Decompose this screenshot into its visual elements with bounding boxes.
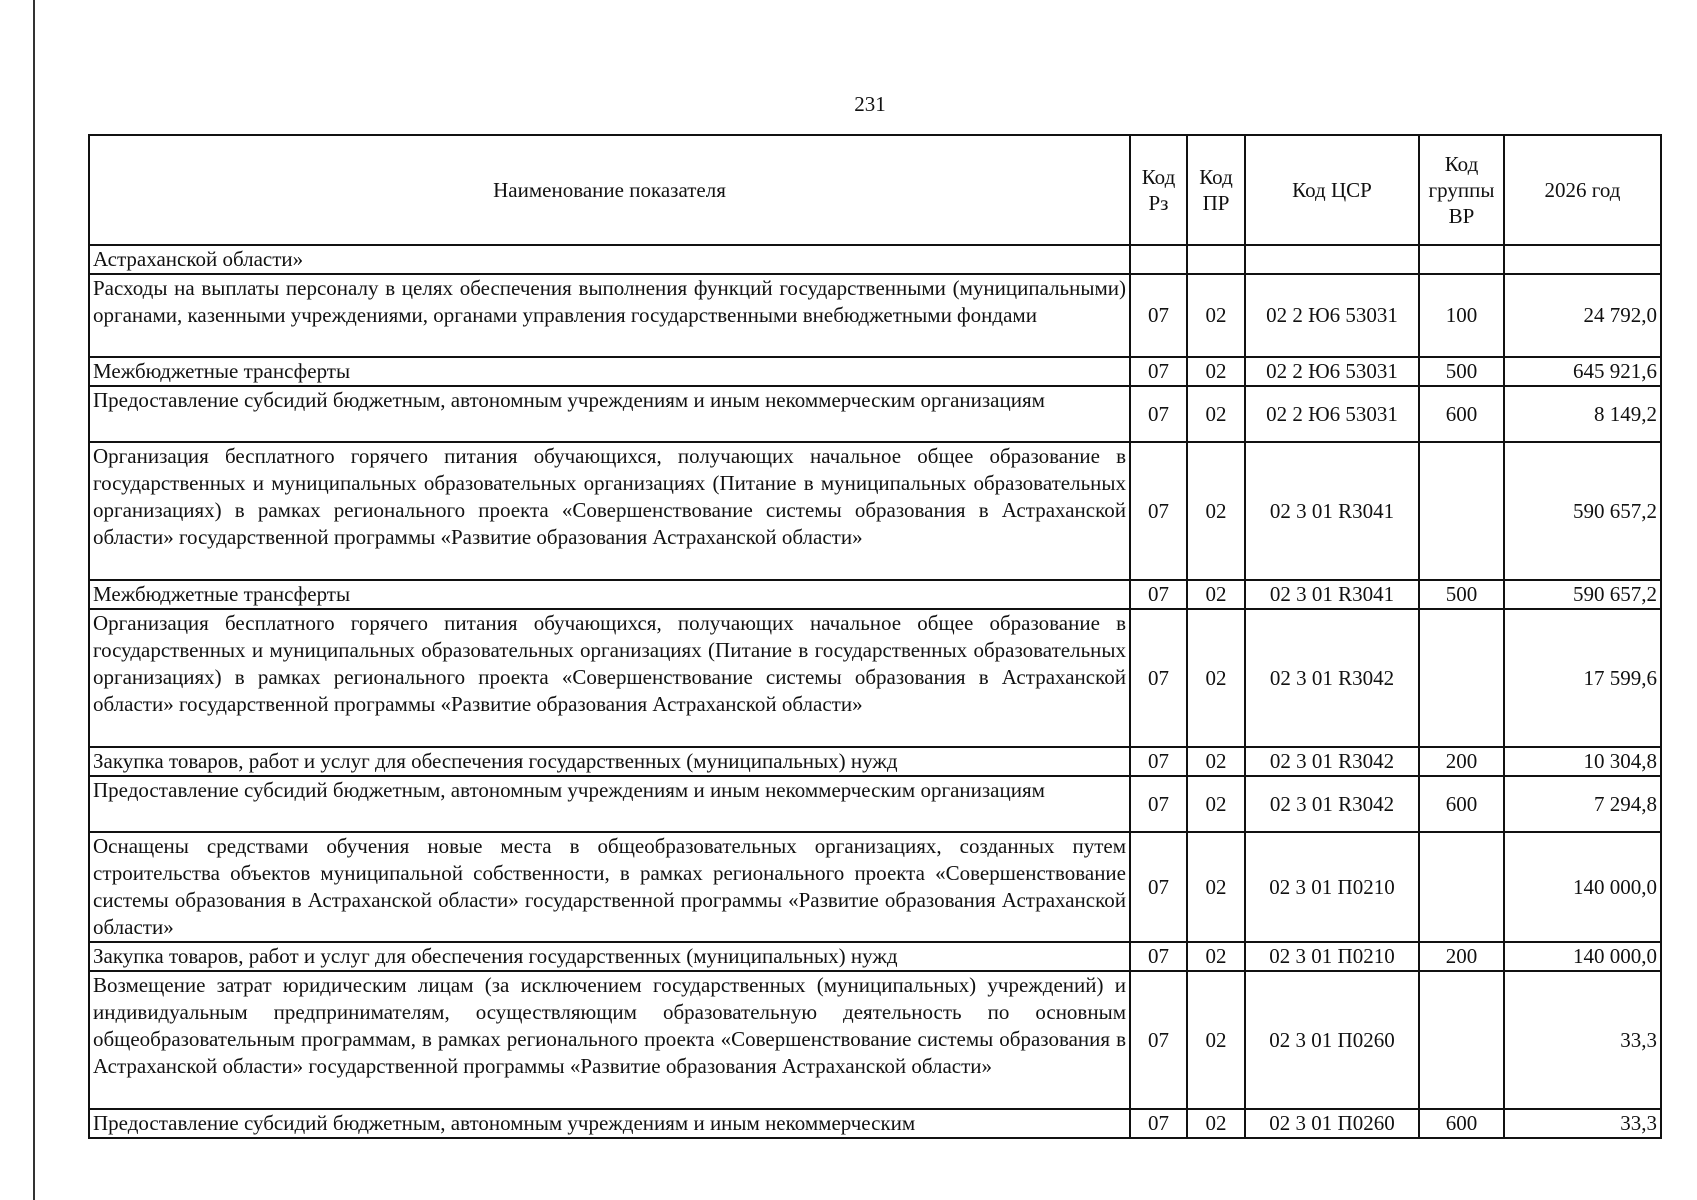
row-vr: 200 [1419,747,1504,776]
row-csr: 02 3 01 П0210 [1245,942,1419,971]
header-pr: Код ПР [1187,135,1245,245]
row-rz: 07 [1130,274,1187,357]
row-vr: 600 [1419,1109,1504,1138]
row-rz: 07 [1130,386,1187,442]
header-row [89,135,1661,245]
row-vr: 200 [1419,942,1504,971]
row-rz: 07 [1130,580,1187,609]
row-sum: 17 599,6 [1504,609,1661,747]
row-sum: 8 149,2 [1504,386,1661,442]
row-rz [1130,245,1187,274]
row-csr: 02 3 01 R3042 [1245,747,1419,776]
row-pr: 02 [1187,832,1245,942]
header-name: Наименование показателя [89,135,1130,245]
row-name: Организация бесплатного горячего питания обучающихся, получающих начальное общее образование в государственных и муниципальных образовательных организациях (Питание в государственных образовательных организациях) в рамках регионального проекта «Совершенствование системы образования в Астраханской области» государственной программы «Развитие образования Астраханской области» [89,609,1130,747]
row-name: Межбюджетные трансферты [89,357,1130,386]
table-row [89,274,1661,357]
row-sum: 33,3 [1504,971,1661,1109]
row-csr: 02 3 01 П0210 [1245,832,1419,942]
row-csr: 02 3 01 R3041 [1245,442,1419,580]
table-row [89,776,1661,832]
row-name: Оснащены средствами обучения новые места в общеобразовательных организациях, созданных путем строительства объектов муниципальной собственности, в рамках регионального проекта «Совершенствование системы образования в Астраханской области» государственной программы «Развитие образования Астраханской области» [89,832,1130,942]
row-sum: 590 657,2 [1504,580,1661,609]
budget-table [88,134,1662,1139]
table-body [89,245,1661,1138]
row-csr: 02 3 01 П0260 [1245,971,1419,1109]
row-csr: 02 2 Ю6 53031 [1245,386,1419,442]
row-vr: 600 [1419,386,1504,442]
row-name: Закупка товаров, работ и услуг для обеспечения государственных (муниципальных) нужд [89,942,1130,971]
row-pr: 02 [1187,747,1245,776]
row-name: Предоставление субсидий бюджетным, автономным учреждениям и иным некоммерческим организациям [89,776,1130,832]
row-sum: 10 304,8 [1504,747,1661,776]
table-row [89,942,1661,971]
row-rz: 07 [1130,442,1187,580]
row-csr: 02 2 Ю6 53031 [1245,274,1419,357]
row-pr: 02 [1187,1109,1245,1138]
header-year: 2026 год [1504,135,1661,245]
row-sum: 590 657,2 [1504,442,1661,580]
row-pr: 02 [1187,442,1245,580]
row-name: Возмещение затрат юридическим лицам (за исключением государственных (муниципальных) учреждений) и индивидуальным предпринимателям, осуществляющим образовательную деятельность по основным общеобразовательным программам, в рамках регионального проекта «Совершенствование системы образования в Астраханской области» государственной программы «Развитие образования Астраханской области» [89,971,1130,1109]
row-csr: 02 3 01 R3042 [1245,776,1419,832]
table-row [89,747,1661,776]
row-pr: 02 [1187,609,1245,747]
table-row [89,971,1661,1109]
row-name: Межбюджетные трансферты [89,580,1130,609]
row-name: Расходы на выплаты персоналу в целях обеспечения выполнения функций государственными (муниципальными) органами, казенными учреждениями, органами управления государственными внебюджетными фондами [89,274,1130,357]
header-csr: Код ЦСР [1245,135,1419,245]
row-vr: 500 [1419,580,1504,609]
row-vr [1419,609,1504,747]
table-row [89,357,1661,386]
row-name: Закупка товаров, работ и услуг для обеспечения государственных (муниципальных) нужд [89,747,1130,776]
row-sum: 140 000,0 [1504,832,1661,942]
table-row [89,832,1661,942]
row-csr: 02 3 01 П0260 [1245,1109,1419,1138]
row-sum: 140 000,0 [1504,942,1661,971]
row-pr: 02 [1187,580,1245,609]
row-pr [1187,245,1245,274]
row-vr [1419,245,1504,274]
row-csr: 02 3 01 R3042 [1245,609,1419,747]
row-sum: 7 294,8 [1504,776,1661,832]
row-vr: 600 [1419,776,1504,832]
row-csr: 02 3 01 R3041 [1245,580,1419,609]
row-name: Организация бесплатного горячего питания обучающихся, получающих начальное общее образование в государственных и муниципальных образовательных организациях (Питание в муниципальных образовательных организациях) в рамках регионального проекта «Совершенствование системы образования в Астраханской области» государственной программы «Развитие образования Астраханской области» [89,442,1130,580]
table-row [89,386,1661,442]
row-pr: 02 [1187,274,1245,357]
table-row [89,245,1661,274]
row-sum: 645 921,6 [1504,357,1661,386]
row-csr: 02 2 Ю6 53031 [1245,357,1419,386]
row-sum [1504,245,1661,274]
row-csr [1245,245,1419,274]
row-pr: 02 [1187,942,1245,971]
row-rz: 07 [1130,357,1187,386]
row-sum: 24 792,0 [1504,274,1661,357]
row-vr [1419,442,1504,580]
row-rz: 07 [1130,747,1187,776]
header-vr: Код группы ВР [1419,135,1504,245]
row-rz: 07 [1130,609,1187,747]
row-vr [1419,832,1504,942]
row-sum: 33,3 [1504,1109,1661,1138]
row-vr [1419,971,1504,1109]
row-name: Предоставление субсидий бюджетным, автономным учреждениям и иным некоммерческим [89,1109,1130,1138]
row-vr: 100 [1419,274,1504,357]
row-rz: 07 [1130,942,1187,971]
row-vr: 500 [1419,357,1504,386]
table-header [89,135,1661,245]
row-name: Предоставление субсидий бюджетным, автономным учреждениям и иным некоммерческим организациям [89,386,1130,442]
row-rz: 07 [1130,776,1187,832]
row-rz: 07 [1130,1109,1187,1138]
row-pr: 02 [1187,386,1245,442]
row-name: Астраханской области» [89,245,1130,274]
table-row [89,580,1661,609]
table-row [89,609,1661,747]
row-rz: 07 [1130,832,1187,942]
page-number: 231 [854,92,886,116]
row-pr: 02 [1187,971,1245,1109]
row-rz: 07 [1130,971,1187,1109]
row-pr: 02 [1187,776,1245,832]
table-row [89,1109,1661,1138]
row-pr: 02 [1187,357,1245,386]
page-margin-line [33,0,35,1200]
table-row [89,442,1661,580]
header-rz: Код Рз [1130,135,1187,245]
